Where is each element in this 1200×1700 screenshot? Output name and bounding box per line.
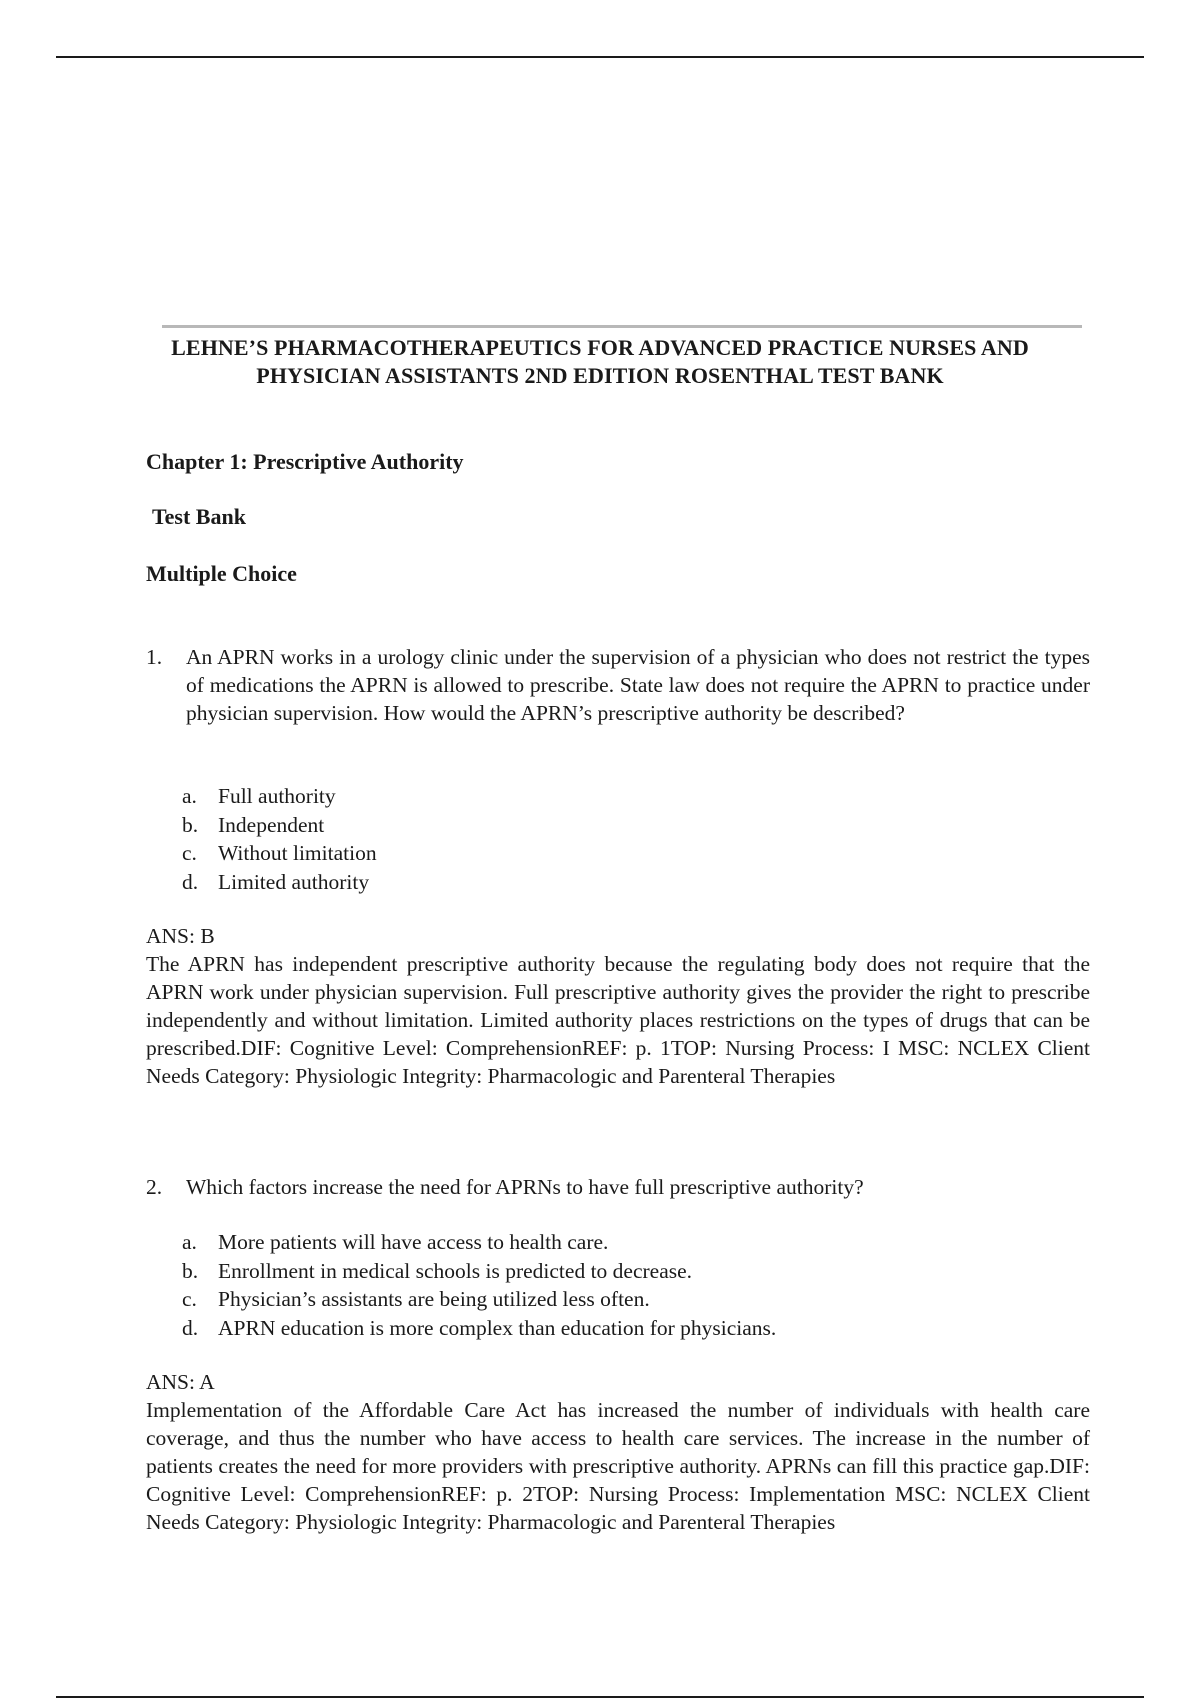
chapter-heading: Chapter 1: Prescriptive Authority bbox=[146, 449, 464, 474]
choice-text: Physician’s assistants are being utilized less often. bbox=[218, 1287, 650, 1311]
choice-text: APRN education is more complex than education for physicians. bbox=[218, 1315, 777, 1340]
choice-a bbox=[182, 782, 377, 811]
choice-text: Limited authority bbox=[218, 869, 370, 894]
choice-text: Independent bbox=[218, 812, 325, 837]
choice-letter: a. bbox=[182, 784, 197, 808]
document-title bbox=[120, 334, 1080, 390]
choice-b bbox=[182, 1257, 776, 1286]
choice-text: Full authority bbox=[218, 784, 336, 808]
bottom-rule bbox=[56, 1696, 1144, 1698]
title-line-2: PHYSICIAN ASSISTANTS 2ND EDITION ROSENTHAL TEST BANK bbox=[256, 363, 944, 388]
section-heading: Test Bank bbox=[152, 504, 246, 529]
question-number: 1. bbox=[146, 645, 163, 669]
answer-rationale: Implementation of the Affordable Care Act has increased the number of individuals with health care coverage, and thus the number who have access to health care services. The increase in the number of patients creates the need for more providers with prescriptive authority. APRNs can fill this practice gap.DIF: Cognitive Level: ComprehensionREF: p. 2TOP: Nursing Process: Implementation MSC: NCLEX Client Needs Category: Physiologic Integrity: Pharmacologic and Parenteral Therapies bbox=[146, 1398, 1090, 1534]
choice-c bbox=[182, 1285, 776, 1314]
answer-rationale: The APRN has independent prescriptive authority because the regulating body does not require that the APRN work under physician supervision. Full prescriptive authority gives the provider the right to prescribe independently and without limitation. Limited authority places restrictions on the types of drugs that can be prescribed.DIF: Cognitive Level: ComprehensionREF: p. 1TOP: Nursing Process: I MSC: NCLEX Client Needs Category: Physiologic Integrity: Pharmacologic and Parenteral Therapies bbox=[146, 952, 1090, 1088]
choice-b bbox=[182, 811, 377, 840]
top-rule bbox=[56, 56, 1144, 58]
choice-text: Without limitation bbox=[218, 841, 377, 865]
answer-block-2 bbox=[146, 1368, 1090, 1536]
choice-letter: c. bbox=[182, 841, 197, 865]
question-type-heading: Multiple Choice bbox=[146, 561, 297, 586]
question-stem: An APRN works in a urology clinic under the supervision of a physician who does not restrict the types of medications the APRN is allowed to prescribe. State law does not require the APRN to practice under physician supervision. How would the APRN’s prescriptive authority be described? bbox=[186, 645, 1090, 725]
question-stem: Which factors increase the need for APRNs to have full prescriptive authority? bbox=[186, 1175, 864, 1199]
question-2 bbox=[146, 1173, 1090, 1201]
question-1-choices bbox=[182, 782, 377, 896]
choice-letter: b. bbox=[182, 1258, 199, 1283]
choice-d bbox=[182, 1314, 776, 1343]
choice-letter: c. bbox=[182, 1287, 197, 1311]
title-rule bbox=[162, 325, 1082, 328]
choice-a bbox=[182, 1228, 776, 1257]
choice-text: Enrollment in medical schools is predicted to decrease. bbox=[218, 1258, 693, 1283]
answer-block-1 bbox=[146, 922, 1090, 1090]
answer-key: ANS: B bbox=[146, 924, 215, 948]
choice-d bbox=[182, 868, 377, 897]
question-number: 2. bbox=[146, 1175, 163, 1199]
question-1 bbox=[146, 643, 1090, 727]
choice-letter: d. bbox=[182, 1315, 199, 1340]
choice-text: More patients will have access to health care. bbox=[218, 1230, 609, 1254]
answer-key: ANS: A bbox=[146, 1370, 215, 1394]
choice-letter: a. bbox=[182, 1230, 197, 1254]
choice-c bbox=[182, 839, 377, 868]
question-2-choices bbox=[182, 1228, 776, 1342]
title-line-1: LEHNE’S PHARMACOTHERAPEUTICS FOR ADVANCED PRACTICE NURSES AND bbox=[171, 335, 1029, 360]
choice-letter: b. bbox=[182, 812, 199, 837]
choice-letter: d. bbox=[182, 869, 199, 894]
